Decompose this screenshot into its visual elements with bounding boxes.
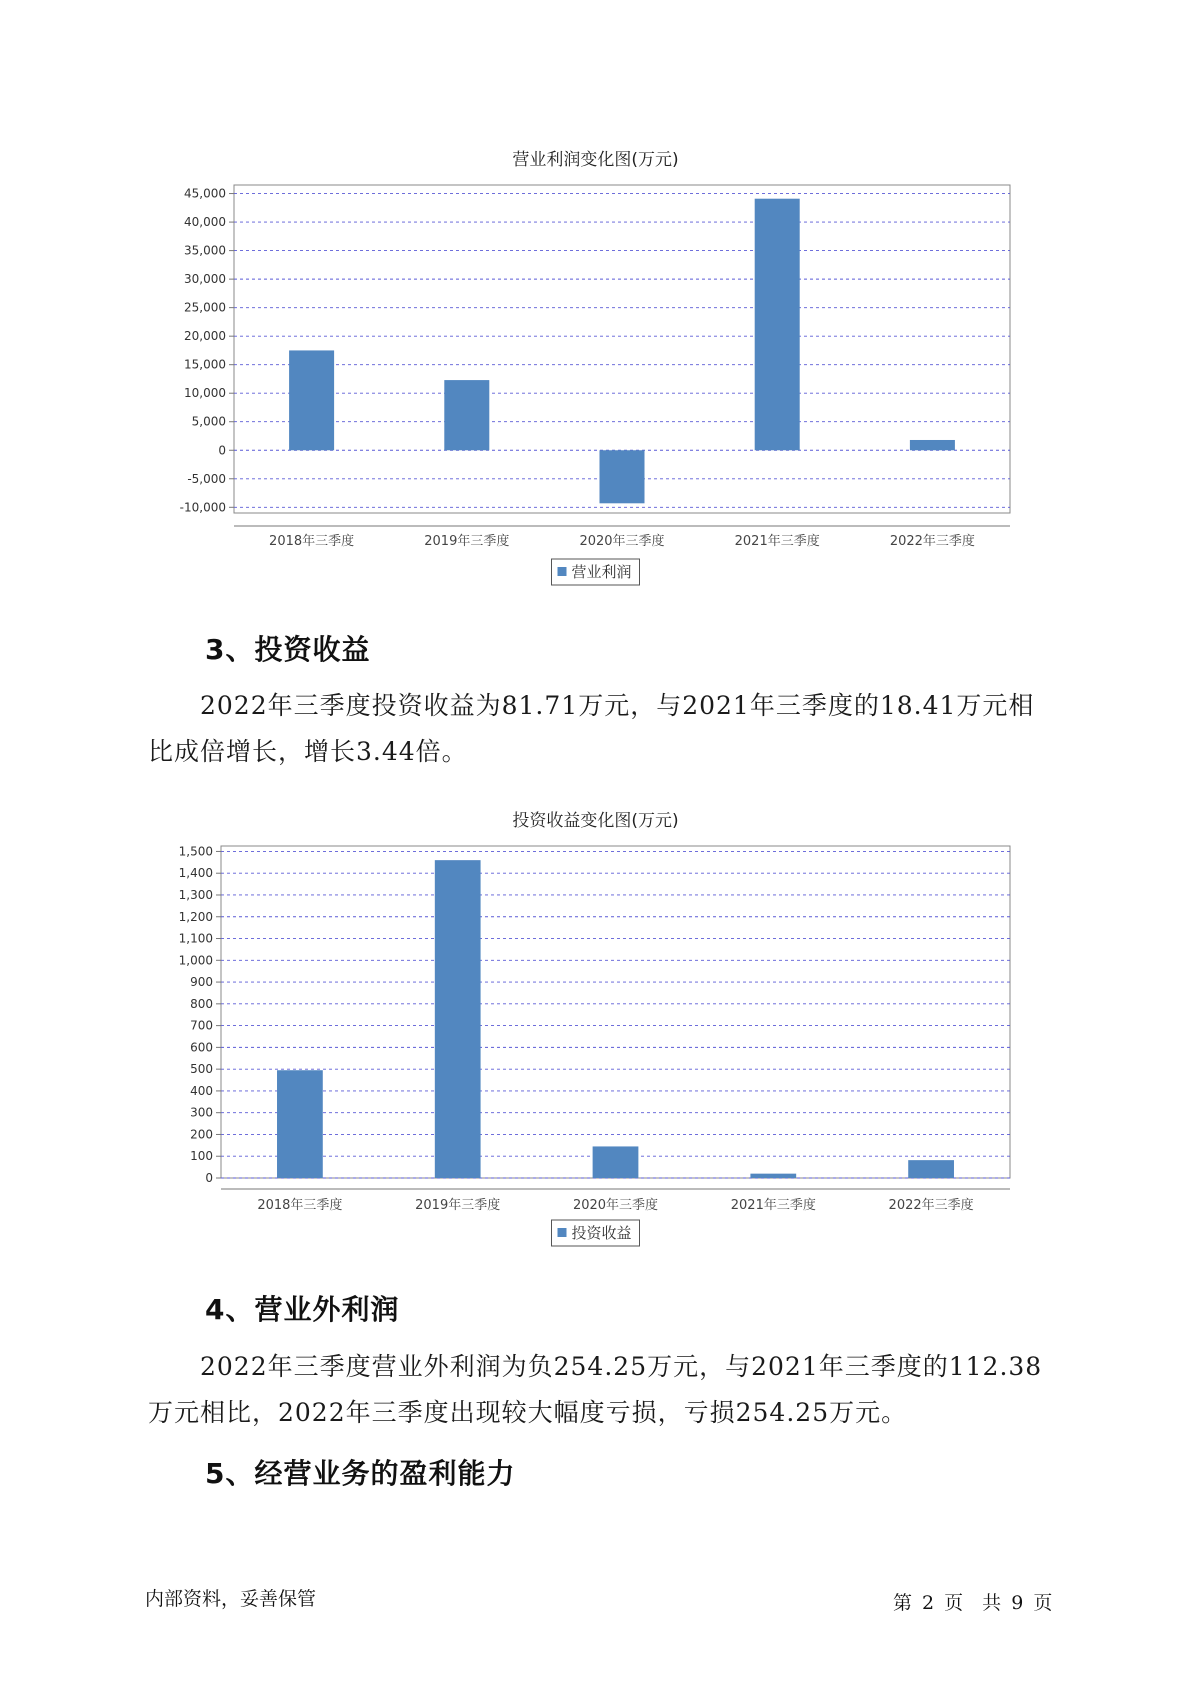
section-3-line-1: 2022年三季度投资收益为81.71万元，与2021年三季度的18.41万元相 — [200, 691, 1035, 720]
y-tick-label: 1,000 — [178, 953, 213, 968]
bar — [444, 380, 489, 450]
y-tick-label: 30,000 — [184, 272, 226, 287]
plot-area — [221, 846, 1010, 1178]
bar — [277, 1070, 323, 1178]
y-tick-label: 40,000 — [184, 215, 226, 230]
bar — [599, 450, 644, 503]
y-tick-label: 1,100 — [178, 931, 213, 946]
y-tick-label: 15,000 — [184, 357, 226, 372]
footer-page-number: 第 2 页 共 9 页 — [893, 1592, 1053, 1614]
y-tick-label: 25,000 — [184, 300, 226, 315]
y-tick-label: 900 — [190, 975, 213, 990]
footer-confidential: 内部资料，妥善保管 — [145, 1588, 317, 1610]
y-tick-label: 1,300 — [178, 887, 213, 902]
x-tick-label: 2022年三季度 — [888, 1198, 974, 1213]
y-tick-label: 5,000 — [191, 414, 226, 429]
section-4-line-1: 2022年三季度营业外利润为负254.25万元，与2021年三季度的112.38 — [200, 1352, 1043, 1381]
bar — [908, 1160, 954, 1178]
section-3-line-2: 比成倍增长，增长3.44倍。 — [148, 737, 468, 766]
y-tick-label: 1,400 — [178, 866, 213, 881]
x-tick-label: 2019年三季度 — [415, 1198, 501, 1213]
x-tick-label: 2020年三季度 — [572, 1198, 659, 1213]
bar — [435, 860, 481, 1178]
legend-swatch — [558, 567, 567, 576]
x-tick-label: 2021年三季度 — [730, 1198, 816, 1213]
legend-label: 投资收益 — [571, 1224, 632, 1242]
y-tick-label: 1,500 — [178, 844, 213, 859]
x-tick-label: 2018年三季度 — [257, 1198, 343, 1213]
y-tick-label: 20,000 — [184, 329, 226, 344]
y-tick-label: 45,000 — [184, 186, 226, 201]
y-tick-label: 0 — [218, 443, 226, 458]
legend-label: 营业利润 — [571, 563, 632, 581]
y-tick-label: 200 — [190, 1127, 213, 1142]
x-tick-label: 2019年三季度 — [424, 534, 510, 549]
section-4-line-2: 万元相比，2022年三季度出现较大幅度亏损，亏损254.25万元。 — [148, 1398, 908, 1427]
y-tick-label: -5,000 — [187, 471, 226, 486]
y-tick-label: 800 — [190, 996, 213, 1011]
y-tick-label: 100 — [190, 1149, 213, 1164]
bar — [910, 440, 955, 450]
y-tick-label: 400 — [190, 1083, 213, 1098]
section-5-heading: 5、经营业务的盈利能力 — [205, 1457, 516, 1490]
y-tick-label: 300 — [190, 1105, 213, 1120]
y-tick-label: -10,000 — [179, 500, 226, 515]
bar — [755, 199, 800, 451]
y-tick-label: 700 — [190, 1018, 213, 1033]
x-tick-label: 2021年三季度 — [734, 534, 820, 549]
y-tick-label: 500 — [190, 1062, 213, 1077]
bar — [289, 350, 334, 450]
x-tick-label: 2022年三季度 — [889, 534, 975, 549]
x-tick-label: 2018年三季度 — [269, 534, 355, 549]
chart1-title: 营业利润变化图(万元) — [512, 150, 679, 170]
operating-profit-chart — [0, 0, 1191, 600]
y-tick-label: 35,000 — [184, 243, 226, 258]
bar — [750, 1174, 796, 1178]
x-tick-label: 2020年三季度 — [579, 534, 665, 549]
section-4-heading: 4、营业外利润 — [205, 1293, 400, 1326]
chart2-title: 投资收益变化图(万元) — [512, 811, 679, 831]
bar — [593, 1146, 639, 1178]
y-tick-label: 10,000 — [184, 386, 226, 401]
y-tick-label: 0 — [205, 1171, 213, 1185]
y-tick-label: 1,200 — [178, 909, 213, 924]
section-3-heading: 3、投资收益 — [205, 633, 371, 666]
y-tick-label: 600 — [190, 1040, 213, 1055]
investment-income-chart — [0, 600, 1191, 1260]
legend-swatch — [558, 1228, 567, 1237]
